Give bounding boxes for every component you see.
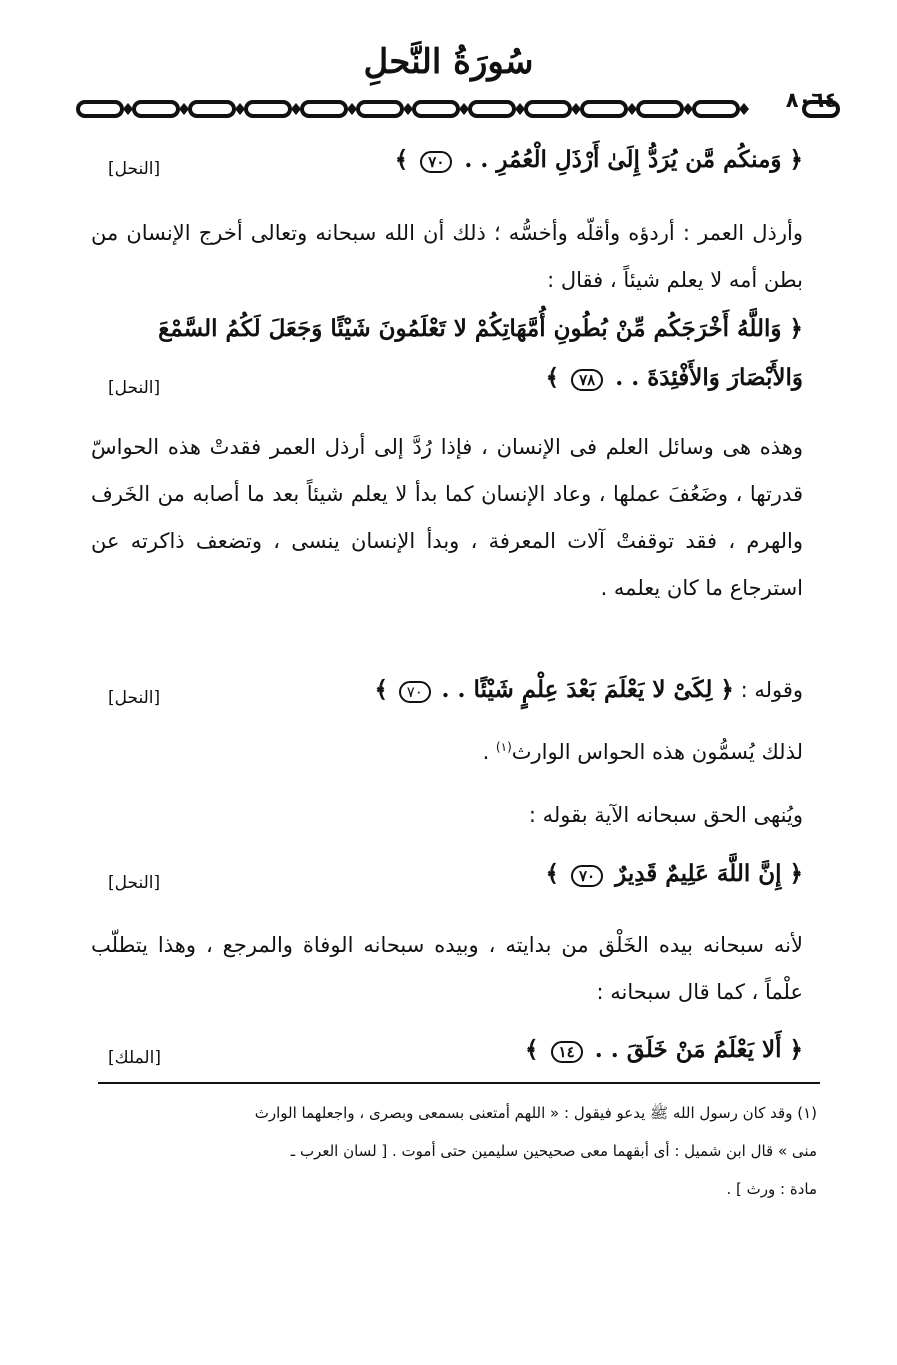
chain-ornament-divider	[76, 94, 840, 124]
footnote-line-3: مادة : ورث ] .	[726, 1180, 817, 1198]
quran-verse-5	[93, 1036, 803, 1063]
verse-close-bracket: ﴾	[545, 364, 560, 391]
page-number: ٨٠٦٤	[785, 88, 837, 112]
ayah-number: ١٤	[551, 1041, 583, 1063]
quran-verse-2-line-1: ﴿ وَاللَّهُ أَخْرَجَكُم مِّنْ بُطُونِ أُمَّهَاتِكُمْ لا تَعْلَمُونَ شَيْئًا وَجَعَلَ لَكُمُ السَّمْعَ	[158, 315, 803, 342]
ayah-number: ٧٨	[571, 369, 603, 391]
footnote-line-1: (١) وقد كان رسول الله ﷺ يدعو فيقول : « اللهم أمتعنى بسمعى وبصرى ، واجعلهما الوارث	[254, 1104, 817, 1122]
quran-verse-4	[93, 860, 803, 887]
verse-close-bracket: ﴾	[374, 676, 389, 703]
verse-text: ﴿ وَمنكُم مَّن يُرَدُّ إِلَىٰ أَرْذَلِ الْعُمُرِ . .	[464, 146, 803, 173]
ayah-number: ٧٠	[571, 865, 603, 887]
paragraph-end: .	[482, 740, 496, 764]
footnote-marker: (١)	[495, 740, 512, 754]
quran-verse-3	[93, 676, 803, 703]
verse-close-bracket: ﴾	[545, 860, 559, 887]
paragraph-3	[93, 740, 803, 764]
surah-reference: [النحل]	[108, 378, 161, 398]
surah-reference: [النحل]	[108, 873, 161, 893]
verse-text: ﴿ أَلا يَعْلَمُ مَنْ خَلَقَ . .	[594, 1036, 803, 1063]
paragraph-5: لأنه سبحانه بيده الخَلْق من بدايته ، وبيده سبحانه الوفاة والمرجع ، وهذا يتطلّب علْماً ، كما قال سبحانه :	[91, 933, 803, 1004]
surah-reference: [النحل]	[108, 159, 161, 179]
surah-title: سُورَةُ النَّحلِ	[363, 42, 534, 82]
verse-text: ﴿ إِنَّ اللَّهَ عَلِيمٌ قَدِيرٌ	[615, 860, 803, 887]
verse-lead-text: وقوله :	[740, 678, 803, 702]
quran-verse-2-line-2	[93, 364, 803, 391]
quran-verse-1	[93, 146, 803, 173]
verse-text: ﴿ لِكَىْ لا يَعْلَمَ بَعْدَ عِلْمٍ شَيْئًا . .	[441, 676, 734, 703]
footnote-separator	[98, 1082, 820, 1084]
paragraph-text: لذلك يُسمُّون هذه الحواس الوارث	[511, 740, 803, 764]
paragraph-1: وأرذل العمر : أردؤه وأقلّه وأخسُّه ؛ ذلك أن الله سبحانه وتعالى أخرج الإنسان من بطن أمه لا يعلم شيئاً ، فقال :	[91, 221, 803, 292]
ayah-number: ٧٠	[420, 151, 452, 173]
verse-text: وَالأَبْصَارَ وَالأَفْئِدَةَ . .	[615, 364, 803, 391]
verse-close-bracket: ﴾	[525, 1036, 539, 1063]
verse-close-bracket: ﴾	[394, 146, 409, 173]
surah-reference: [الملك]	[108, 1048, 161, 1068]
footnote-line-2: منى » قال ابن شميل : أى أبقهما معى صحيحين سليمين حتى أموت . [ لسان العرب ـ	[290, 1142, 817, 1160]
paragraph-2: وهذه هى وسائل العلم فى الإنسان ، فإذا رُدَّ إلى أرذل العمر فقدتْ هذه الحواسّ قدرتها ، وضَعُفَ عملها ، وعاد الإنسان كما بدأ لا يعلم شيئاً بعد ما أصابه من الخَرف والهرم ، فقد توقفتْ آلات المعرفة ، وبدأ الإنسان ينسى ، وتضعف ذاكرته عن استرجاع ما كان يعلمه .	[91, 435, 803, 600]
surah-reference: [النحل]	[108, 688, 161, 708]
ayah-number: ٧٠	[399, 681, 431, 703]
paragraph-4: ويُنهى الحق سبحانه الآية بقوله :	[528, 803, 803, 827]
